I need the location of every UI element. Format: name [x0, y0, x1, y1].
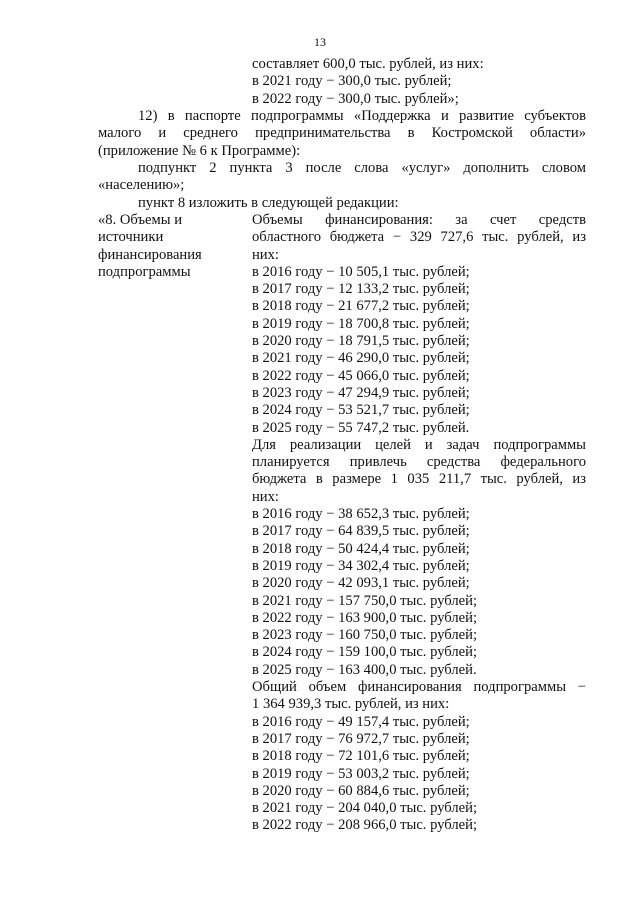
year-line: в 2020 году − 18 791,5 тыс. рублей;: [252, 333, 470, 350]
year-line: в 2018 году − 50 424,4 тыс. рублей;: [252, 540, 470, 557]
text-line: составляет 600,0 тыс. рублей, из них:: [252, 56, 484, 72]
text-line: источники: [98, 229, 164, 246]
text-line: планируется привлечь средства федерального: [252, 454, 586, 471]
subpoint-2: [98, 160, 586, 195]
text-line: (приложение № 6 к Программе):: [98, 142, 301, 159]
page-number: 13: [314, 35, 326, 49]
table-left-column: [98, 212, 248, 281]
year-line: в 2022 году − 45 066,0 тыс. рублей;: [252, 367, 470, 384]
year-line: в 2016 году − 49 157,4 тыс. рублей;: [252, 713, 470, 730]
text-line: подпрограммы: [98, 263, 191, 280]
text-line: них:: [252, 246, 279, 263]
year-line: в 2020 году − 60 884,6 тыс. рублей;: [252, 782, 470, 799]
year-line: в 2025 году − 55 747,2 тыс. рублей.: [252, 419, 470, 436]
text-line: Объемы финансирования: за счет средств: [252, 212, 586, 228]
year-line: в 2019 году − 53 003,2 тыс. рублей;: [252, 765, 470, 782]
text-line: 1 364 939,3 тыс. рублей, из них:: [252, 696, 450, 713]
year-line: в 2022 году − 163 900,0 тыс. рублей;: [252, 609, 477, 626]
year-line: в 2021 году − 46 290,0 тыс. рублей;: [252, 350, 470, 367]
year-line: в 2024 году − 159 100,0 тыс. рублей;: [252, 644, 477, 661]
year-line: в 2021 году − 204 040,0 тыс. рублей;: [252, 800, 477, 817]
top-lines: [0, 56, 640, 108]
year-line: в 2017 году − 64 839,5 тыс. рублей;: [252, 523, 470, 540]
text-line: бюджета в размере 1 035 211,7 тыс. рублей, из: [252, 471, 586, 488]
text-line: 12) в паспорте подпрограммы «Поддержка и развитие субъектов: [138, 108, 586, 124]
year-line: в 2023 году − 47 294,9 тыс. рублей;: [252, 384, 470, 401]
text-line: них:: [252, 488, 279, 505]
text-line: малого и среднего предпринимательства в Костромской области»: [98, 125, 586, 142]
year-line: в 2018 году − 21 677,2 тыс. рублей;: [252, 298, 470, 315]
text-line: Для реализации целей и задач подпрограммы: [252, 436, 586, 453]
year-line: в 2025 году − 163 400,0 тыс. рублей.: [252, 661, 477, 678]
year-line: в 2020 году − 42 093,1 тыс. рублей;: [252, 575, 470, 592]
text-line: «населению»;: [98, 177, 185, 194]
year-line: в 2018 году − 72 101,6 тыс. рублей;: [252, 748, 470, 765]
year-line: в 2019 году − 34 302,4 тыс. рублей;: [252, 557, 470, 574]
year-line: в 2024 году − 53 521,7 тыс. рублей;: [252, 402, 470, 419]
year-line: в 2022 году − 208 966,0 тыс. рублей;: [252, 817, 477, 834]
year-line: в 2016 году − 38 652,3 тыс. рублей;: [252, 506, 470, 523]
text-line: областного бюджета − 329 727,6 тыс. рублей, из: [252, 229, 586, 246]
text-line: пункт 8 изложить в следующей редакции:: [138, 195, 399, 211]
text-line: финансирования: [98, 246, 202, 263]
year-line: в 2019 году − 18 700,8 тыс. рублей;: [252, 315, 470, 332]
text-line: в 2022 году − 300,0 тыс. рублей»;: [252, 90, 459, 107]
text-line: подпункт 2 пункта 3 после слова «услуг» дополнить словом: [138, 160, 586, 176]
year-line: в 2016 году − 10 505,1 тыс. рублей;: [252, 263, 470, 280]
text-line: Общий объем финансирования подпрограммы −: [252, 679, 586, 696]
year-line: в 2017 году − 76 972,7 тыс. рублей;: [252, 730, 470, 747]
year-line: в 2017 году − 12 133,2 тыс. рублей;: [252, 281, 470, 298]
year-line: в 2023 году − 160 750,0 тыс. рублей;: [252, 627, 477, 644]
paragraph-12: [98, 108, 586, 160]
text-line: «8. Объемы и: [98, 212, 183, 228]
point-8-intro: [98, 195, 586, 212]
text-line: в 2021 году − 300,0 тыс. рублей;: [252, 73, 452, 90]
table-right-column: [252, 212, 586, 835]
year-line: в 2021 году − 157 750,0 тыс. рублей;: [252, 592, 477, 609]
